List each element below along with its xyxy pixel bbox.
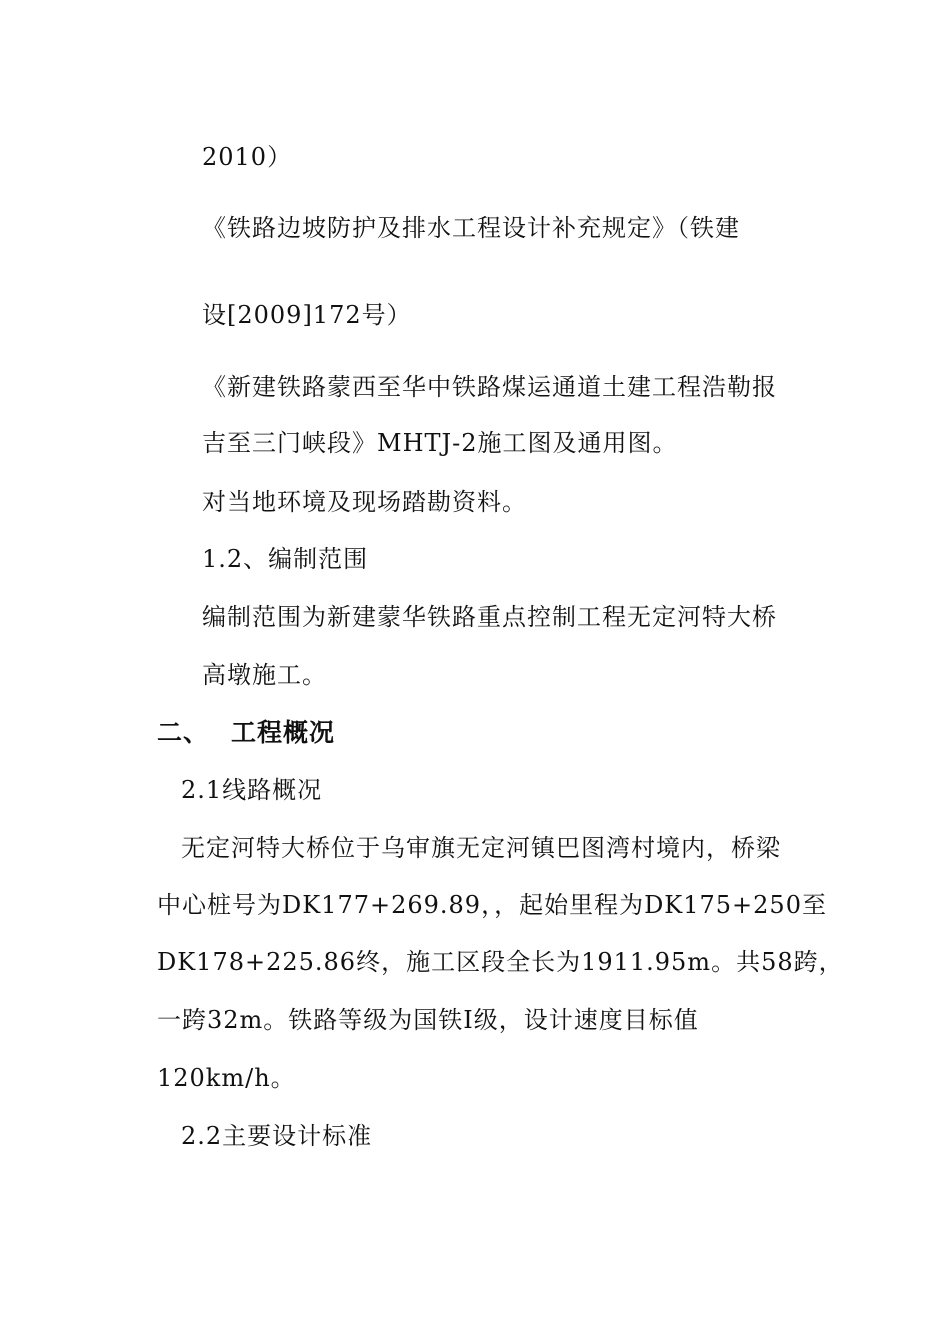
text-line: 对当地环境及现场踏勘资料。: [202, 488, 527, 516]
section-heading: [157, 718, 335, 748]
section-title: 工程概况: [231, 718, 336, 747]
text-line: 《新建铁路蒙西至华中铁路煤运通道土建工程浩勒报: [202, 373, 777, 401]
text-line: 中心桩号为DK177+269.89，，起始里程为DK175+250至: [157, 891, 827, 919]
text-line: 吉至三门峡段》MHTJ-2施工图及通用图。: [202, 429, 678, 457]
section-number: 二、: [157, 718, 210, 747]
text-line: 一跨32m。铁路等级为国铁Ⅰ级，设计速度目标值: [157, 1006, 699, 1034]
text-line: 2010）: [202, 143, 293, 171]
subsection-heading: 2.1线路概况: [181, 776, 323, 804]
text-line: 无定河特大桥位于乌审旗无定河镇巴图湾村境内，桥梁: [181, 834, 781, 862]
subsection-heading: 1.2、编制范围: [202, 545, 369, 573]
text-line: 编制范围为新建蒙华铁路重点控制工程无定河特大桥: [202, 603, 777, 631]
subsection-heading: 2.2主要设计标准: [181, 1122, 373, 1150]
text-line: 120km/h。: [157, 1064, 296, 1092]
text-line: 《铁路边坡防护及排水工程设计补充规定》（铁建: [202, 214, 740, 242]
text-line: 设[2009]172号）: [202, 301, 412, 329]
text-line: 高墩施工。: [202, 661, 327, 689]
text-line: DK178+225.86终，施工区段全长为1911.95m。共58跨，: [157, 948, 844, 976]
